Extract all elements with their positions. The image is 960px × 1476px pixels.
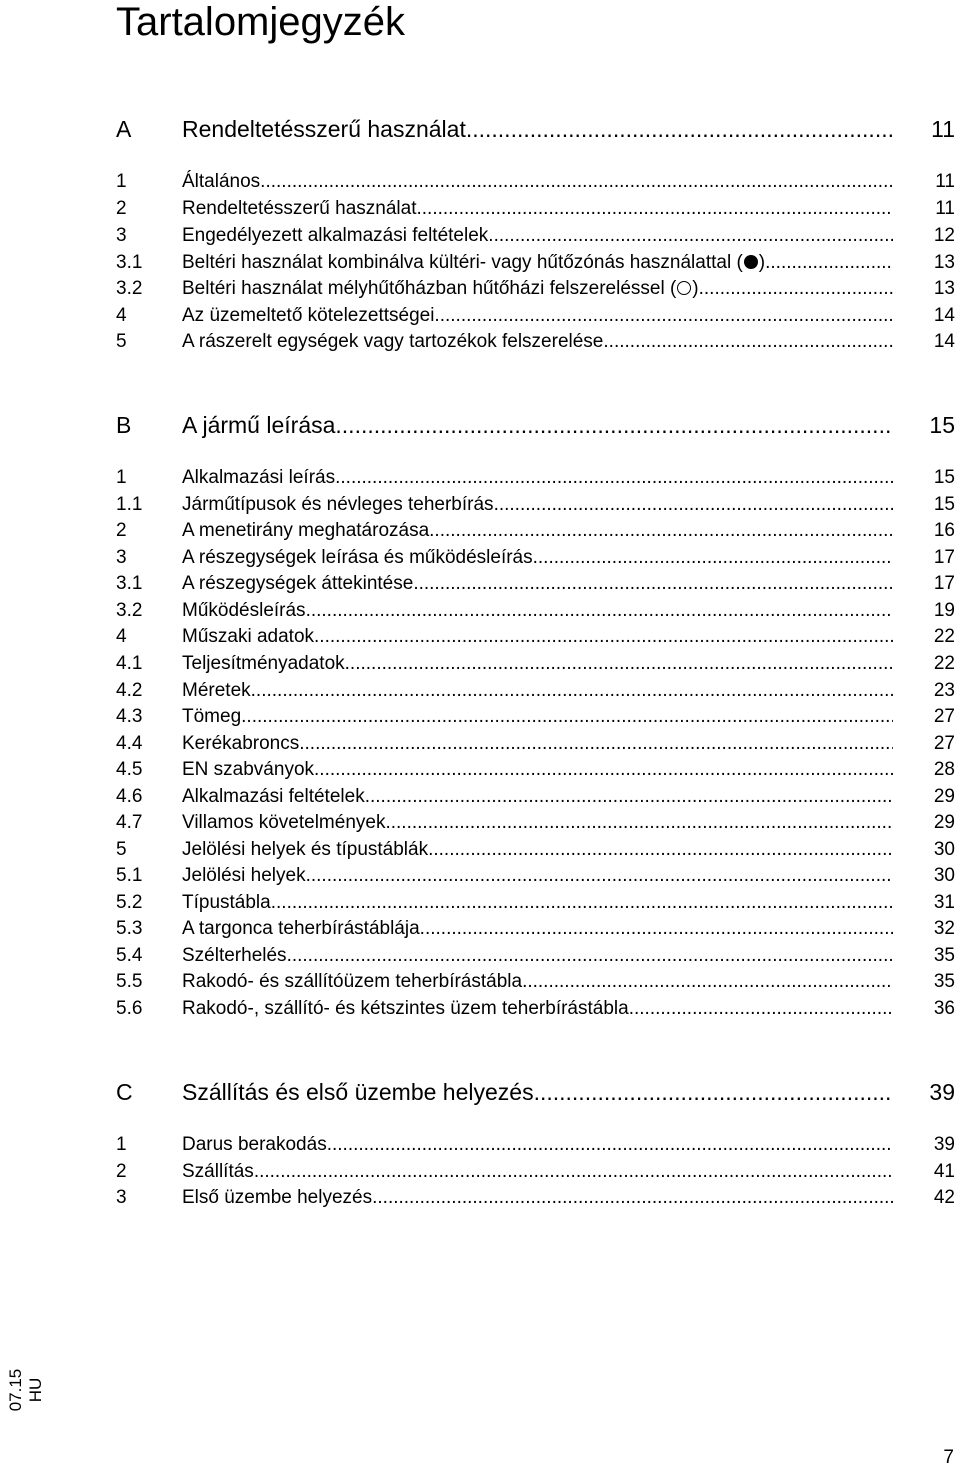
entry-title: Típustábla	[182, 892, 271, 913]
toc-entry[interactable]	[116, 916, 955, 942]
dot-leader	[306, 863, 893, 889]
entry-number: 4.6	[116, 786, 143, 807]
entry-title: Méretek	[182, 680, 251, 701]
section-letter: C	[116, 1079, 133, 1105]
entry-number: 5.3	[116, 918, 143, 939]
dot-leader	[428, 837, 893, 863]
entry-page: 29	[933, 812, 955, 833]
toc-entry[interactable]	[116, 1132, 955, 1158]
toc-entry[interactable]	[116, 598, 955, 624]
entry-number: 4	[116, 626, 127, 647]
toc-entry[interactable]	[116, 250, 955, 276]
toc-entry[interactable]	[116, 276, 955, 302]
edition-code: 07.15 HU	[6, 1368, 45, 1412]
dot-leader	[251, 678, 893, 704]
dot-leader	[260, 169, 893, 195]
section-title: Szállítás és első üzembe helyezés	[182, 1079, 534, 1105]
page-title: Tartalomjegyzék	[116, 0, 406, 44]
toc-entry[interactable]	[116, 196, 955, 222]
entry-number: 3	[116, 1187, 127, 1208]
entry-number: 2	[116, 1161, 127, 1182]
dot-leader	[335, 411, 893, 439]
entry-number: 4.1	[116, 653, 143, 674]
entry-number: 3.2	[116, 278, 143, 299]
entry-page: 42	[933, 1187, 955, 1208]
entry-title: Az üzemeltető kötelezettségei	[182, 305, 435, 326]
entry-number: 1	[116, 171, 127, 192]
toc-entry[interactable]	[116, 863, 955, 889]
entry-title: Járműtípusok és névleges teherbírás	[182, 494, 494, 515]
dot-leader	[335, 465, 893, 491]
entry-title-suffix: )	[692, 278, 699, 299]
section-page: 39	[929, 1079, 955, 1105]
entry-number: 4.3	[116, 706, 143, 727]
entry-title: Műszaki adatok	[182, 626, 315, 647]
entry-title: Teljesítményadatok	[182, 653, 345, 674]
toc-section-c[interactable]	[116, 1078, 955, 1106]
entry-page: 13	[933, 278, 955, 299]
entry-page: 12	[933, 225, 955, 246]
entry-title	[182, 276, 699, 302]
toc-entry[interactable]	[116, 784, 955, 810]
dot-leader	[429, 518, 893, 544]
toc-entry[interactable]	[116, 571, 955, 597]
toc-entry[interactable]	[116, 837, 955, 863]
toc-entry[interactable]	[116, 465, 955, 491]
entry-title: A targonca teherbírástáblája	[182, 918, 420, 939]
entry-title: Villamos követelmények	[182, 812, 386, 833]
entry-title: Jelölési helyek és típustáblák	[182, 839, 429, 860]
section-title: A jármű leírása	[182, 412, 336, 438]
toc-entry[interactable]	[116, 1185, 955, 1211]
entry-title: EN szabványok	[182, 759, 315, 780]
entry-number: 5	[116, 331, 127, 352]
dot-leader	[413, 571, 893, 597]
entry-page: 19	[933, 600, 955, 621]
toc-section-b[interactable]	[116, 411, 955, 439]
dot-leader	[466, 115, 893, 143]
entry-number: 1	[116, 467, 127, 488]
dot-leader	[385, 810, 893, 836]
dot-leader	[603, 329, 893, 355]
entry-title: Első üzembe helyezés	[182, 1187, 373, 1208]
entry-page: 14	[933, 305, 955, 326]
entry-page: 17	[933, 573, 955, 594]
entry-title-suffix: ).	[758, 252, 771, 273]
entry-title: A rászerelt egységek vagy tartozékok felszerelése	[182, 331, 604, 352]
entry-page: 14	[933, 331, 955, 352]
dot-leader	[365, 784, 893, 810]
dot-leader	[314, 624, 893, 650]
toc-entry[interactable]	[116, 704, 955, 730]
dot-leader	[254, 1159, 893, 1185]
dot-leader	[299, 731, 893, 757]
entry-page: 15	[933, 467, 955, 488]
entry-number: 4.2	[116, 680, 143, 701]
toc-entry[interactable]	[116, 996, 955, 1022]
toc-entry[interactable]	[116, 651, 955, 677]
dot-leader	[372, 1185, 893, 1211]
entry-title: Alkalmazási leírás	[182, 467, 336, 488]
entry-number: 5.1	[116, 865, 143, 886]
toc-entry[interactable]	[116, 943, 955, 969]
dot-leader	[434, 303, 893, 329]
entry-title: Rakodó-, szállító- és kétszintes üzem teherbírástábla	[182, 998, 629, 1019]
entry-page: 22	[933, 653, 955, 674]
entry-page: 31	[933, 892, 955, 913]
entry-page: 39	[933, 1134, 955, 1155]
entry-page: 11	[935, 171, 955, 192]
entry-title: Működésleírás	[182, 600, 306, 621]
toc-entry[interactable]	[116, 223, 955, 249]
entry-title: Rendeltetésszerű használat	[182, 198, 417, 219]
toc-entry[interactable]	[116, 810, 955, 836]
entry-page: 32	[933, 918, 955, 939]
entry-page: 30	[933, 839, 955, 860]
dot-leader	[241, 704, 893, 730]
entry-page: 27	[933, 733, 955, 754]
dot-leader	[488, 223, 893, 249]
entry-page: 11	[935, 198, 955, 219]
section-page: 11	[931, 116, 955, 142]
section-letter: B	[116, 412, 132, 438]
entry-title: A részegységek leírása és működésleírás	[182, 547, 533, 568]
entry-page: 16	[933, 520, 955, 541]
entry-title-text: Beltéri használat kombinálva kültéri- vagy hűtőzónás használattal (	[182, 252, 743, 273]
dot-leader	[522, 969, 893, 995]
toc-entry[interactable]	[116, 518, 955, 544]
entry-page: 30	[933, 865, 955, 886]
entry-title: Engedélyezett alkalmazási feltételek	[182, 225, 489, 246]
dot-leader	[770, 250, 893, 276]
entry-title: Alkalmazási feltételek	[182, 786, 365, 807]
filled-circle-icon	[744, 255, 758, 269]
entry-number: 2	[116, 520, 127, 541]
toc-entry[interactable]	[116, 731, 955, 757]
toc-entry[interactable]	[116, 678, 955, 704]
toc-entry[interactable]	[116, 492, 955, 518]
entry-number: 3	[116, 225, 127, 246]
entry-page: 17	[933, 547, 955, 568]
entry-number: 5.2	[116, 892, 143, 913]
entry-number: 5.4	[116, 945, 143, 966]
entry-page: 22	[933, 626, 955, 647]
toc-entry[interactable]	[116, 329, 955, 355]
entry-page: 23	[933, 680, 955, 701]
entry-title: A menetirány meghatározása	[182, 520, 430, 541]
entry-title: Rakodó- és szállítóüzem teherbírástábla	[182, 971, 523, 992]
entry-number: 1.1	[116, 494, 143, 515]
dot-leader	[534, 1078, 893, 1106]
entry-title: Darus berakodás	[182, 1134, 327, 1155]
entry-page: 35	[933, 945, 955, 966]
entry-number: 4.7	[116, 812, 143, 833]
entry-page: 29	[933, 786, 955, 807]
entry-number: 3.2	[116, 600, 143, 621]
dot-leader	[314, 757, 893, 783]
entry-number: 2	[116, 198, 127, 219]
toc-entry[interactable]	[116, 969, 955, 995]
dot-leader	[416, 196, 893, 222]
entry-number: 5.5	[116, 971, 143, 992]
dot-leader	[420, 916, 893, 942]
toc-entry[interactable]	[116, 624, 955, 650]
entry-page: 35	[933, 971, 955, 992]
entry-number: 3.1	[116, 252, 143, 273]
dot-leader	[533, 545, 893, 571]
entry-number: 4	[116, 305, 127, 326]
entry-title: A részegységek áttekintése	[182, 573, 414, 594]
dot-leader	[327, 1132, 893, 1158]
dot-leader	[287, 943, 893, 969]
entry-page: 27	[933, 706, 955, 727]
entry-number: 1	[116, 1134, 127, 1155]
entry-title	[182, 250, 770, 276]
entry-title: Jelölési helyek	[182, 865, 306, 886]
entry-title: Tömeg	[182, 706, 242, 727]
toc-entry[interactable]	[116, 890, 955, 916]
toc-entry[interactable]	[116, 545, 955, 571]
entry-number: 3.1	[116, 573, 143, 594]
page-number: 7	[943, 1447, 954, 1468]
toc-entry[interactable]	[116, 1159, 955, 1185]
entry-page: 28	[933, 759, 955, 780]
section-page: 15	[929, 412, 955, 438]
entry-page: 41	[933, 1161, 955, 1182]
open-circle-icon	[677, 281, 691, 295]
entry-number: 5	[116, 839, 127, 860]
entry-page: 13	[933, 252, 955, 273]
toc-section-a[interactable]	[116, 115, 955, 143]
section-letter: A	[116, 116, 132, 142]
dot-leader	[494, 492, 893, 518]
entry-number: 3	[116, 547, 127, 568]
dot-leader	[629, 996, 893, 1022]
entry-number: 4.4	[116, 733, 143, 754]
entry-title-text: Beltéri használat mélyhűtőházban hűtőházi felszereléssel (	[182, 278, 677, 299]
entry-title: Kerékabroncs	[182, 733, 300, 754]
entry-page: 36	[933, 998, 955, 1019]
toc-entry[interactable]	[116, 169, 955, 195]
entry-page: 15	[933, 494, 955, 515]
dot-leader	[345, 651, 893, 677]
entry-title: Általános	[182, 171, 261, 192]
toc-entry[interactable]	[116, 303, 955, 329]
entry-title: Szélterhelés	[182, 945, 287, 966]
entry-number: 5.6	[116, 998, 143, 1019]
dot-leader	[306, 598, 893, 624]
toc-entry[interactable]	[116, 757, 955, 783]
dot-leader	[699, 276, 893, 302]
section-title: Rendeltetésszerű használat	[182, 116, 466, 142]
entry-number: 4.5	[116, 759, 143, 780]
dot-leader	[271, 890, 893, 916]
entry-title: Szállítás	[182, 1161, 254, 1182]
